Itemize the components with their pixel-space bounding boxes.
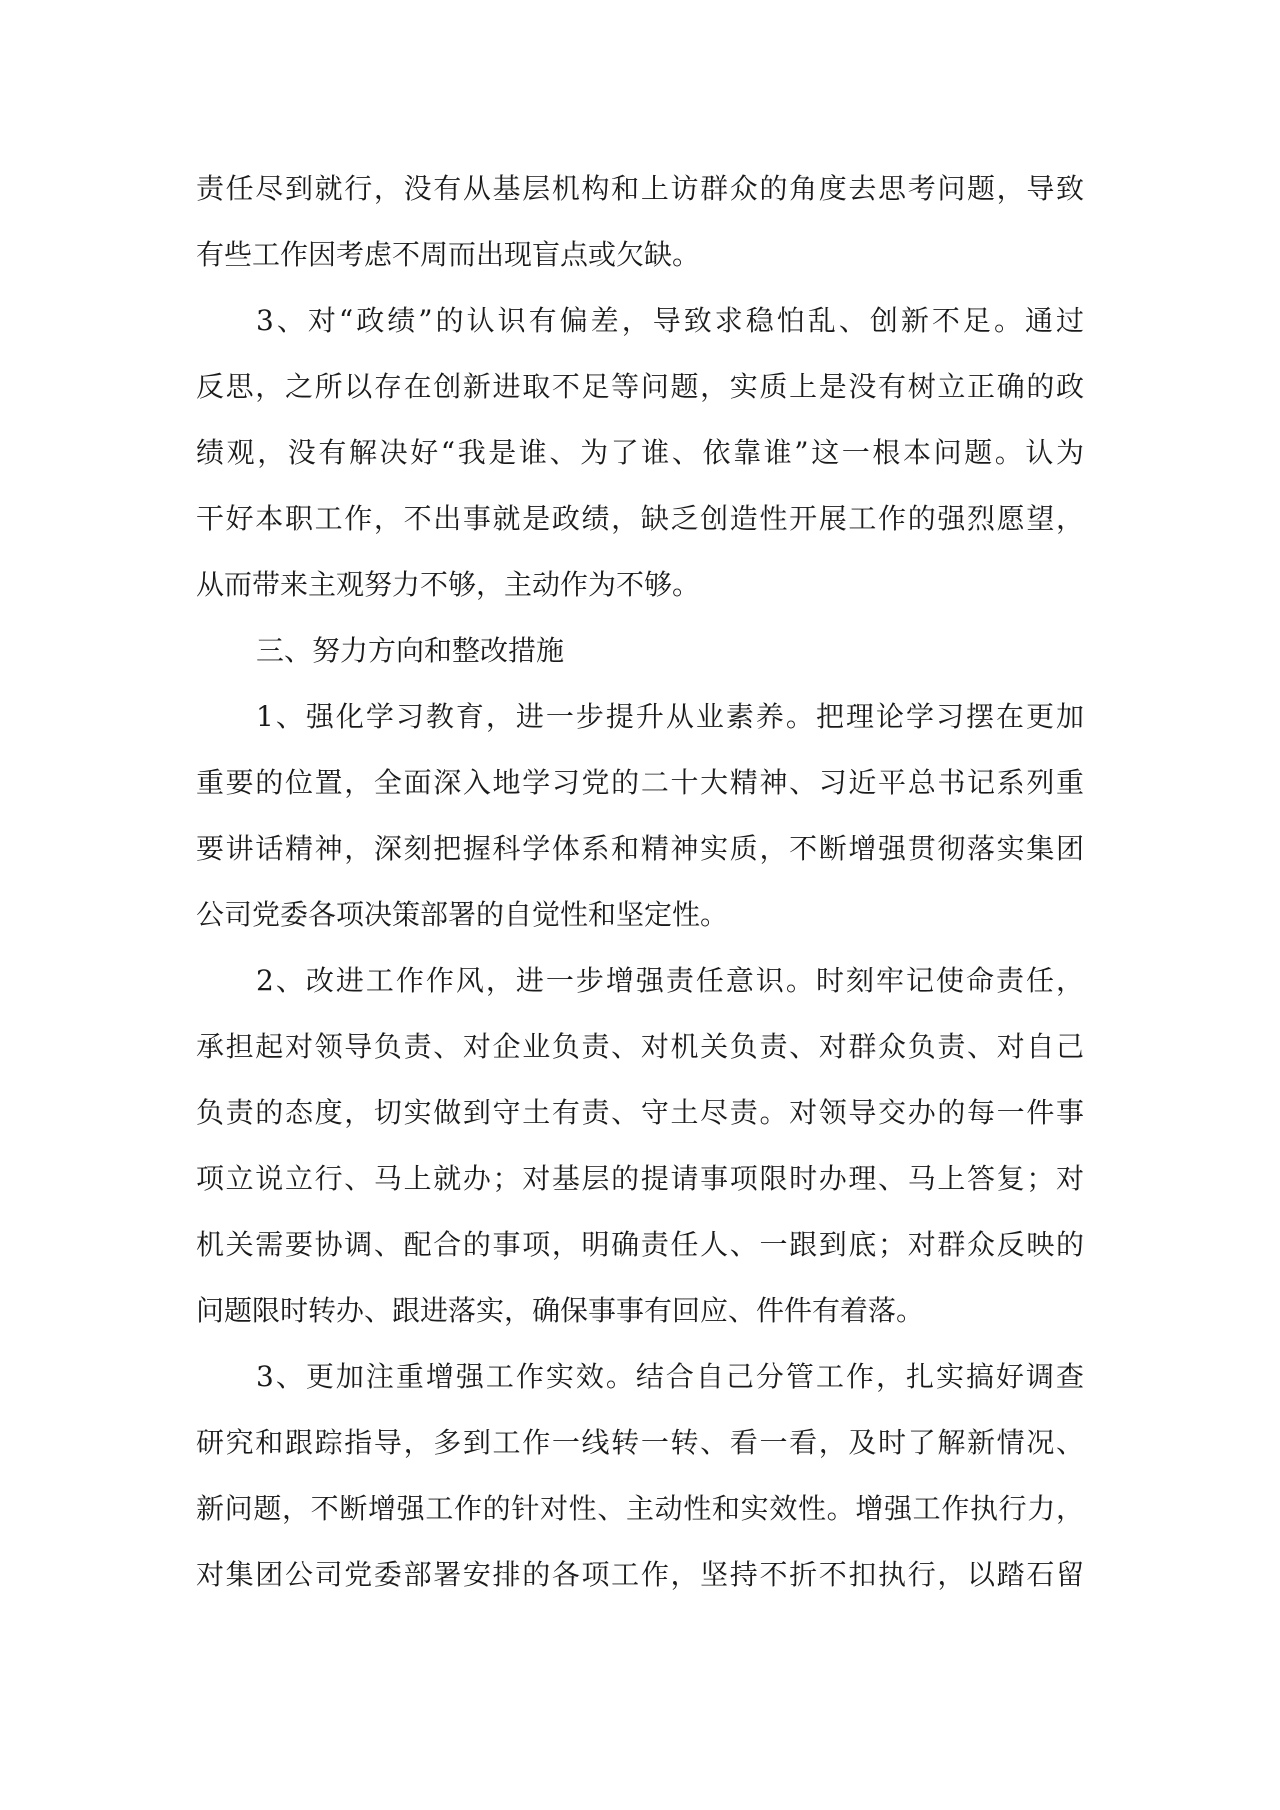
text-line: 承担起对领导负责、对企业负责、对机关负责、对群众负责、对自己 — [196, 1030, 1084, 1063]
text-line: 有些工作因考虑不周而出现盲点或欠缺。 — [196, 238, 701, 271]
text-line: 项立说立行、马上就办；对基层的提请事项限时办理、马上答复；对 — [196, 1162, 1084, 1195]
text-line: 要讲话精神，深刻把握科学体系和精神实质，不断增强贯彻落实集团 — [196, 832, 1084, 865]
section-heading: 三、努力方向和整改措施 — [256, 634, 565, 667]
text-line: 负责的态度，切实做到守土有责、守土尽责。对领导交办的每一件事 — [196, 1096, 1084, 1129]
text-line: 问题限时转办、跟进落实，确保事事有回应、件件有着落。 — [196, 1294, 925, 1327]
text-line: 3、对“政绩”的认识有偏差，导致求稳怕乱、创新不足。通过 — [256, 304, 1084, 337]
text-line: 对集团公司党委部署安排的各项工作，坚持不折不扣执行，以踏石留 — [196, 1558, 1084, 1591]
text-line: 新问题，不断增强工作的针对性、主动性和实效性。增强工作执行力， — [196, 1492, 1084, 1525]
document-page — [196, 156, 1084, 1608]
text-line: 反思，之所以存在创新进取不足等问题，实质上是没有树立正确的政 — [196, 370, 1084, 403]
text-line: 从而带来主观努力不够，主动作为不够。 — [196, 568, 701, 601]
text-line: 干好本职工作，不出事就是政绩，缺乏创造性开展工作的强烈愿望， — [196, 502, 1084, 535]
text-line: 绩观，没有解决好“我是谁、为了谁、依靠谁”这一根本问题。认为 — [196, 436, 1084, 469]
text-line: 机关需要协调、配合的事项，明确责任人、一跟到底；对群众反映的 — [196, 1228, 1084, 1261]
text-line: 研究和跟踪指导，多到工作一线转一转、看一看，及时了解新情况、 — [196, 1426, 1084, 1459]
text-line: 2、改进工作作风，进一步增强责任意识。时刻牢记使命责任， — [256, 964, 1084, 997]
text-line: 责任尽到就行，没有从基层机构和上访群众的角度去思考问题，导致 — [196, 172, 1084, 205]
text-line: 3、更加注重增强工作实效。结合自己分管工作，扎实搞好调查 — [256, 1360, 1084, 1393]
text-line: 公司党委各项决策部署的自觉性和坚定性。 — [196, 898, 729, 931]
text-line: 1、强化学习教育，进一步提升从业素养。把理论学习摆在更加 — [256, 700, 1084, 733]
text-line: 重要的位置，全面深入地学习党的二十大精神、习近平总书记系列重 — [196, 766, 1084, 799]
